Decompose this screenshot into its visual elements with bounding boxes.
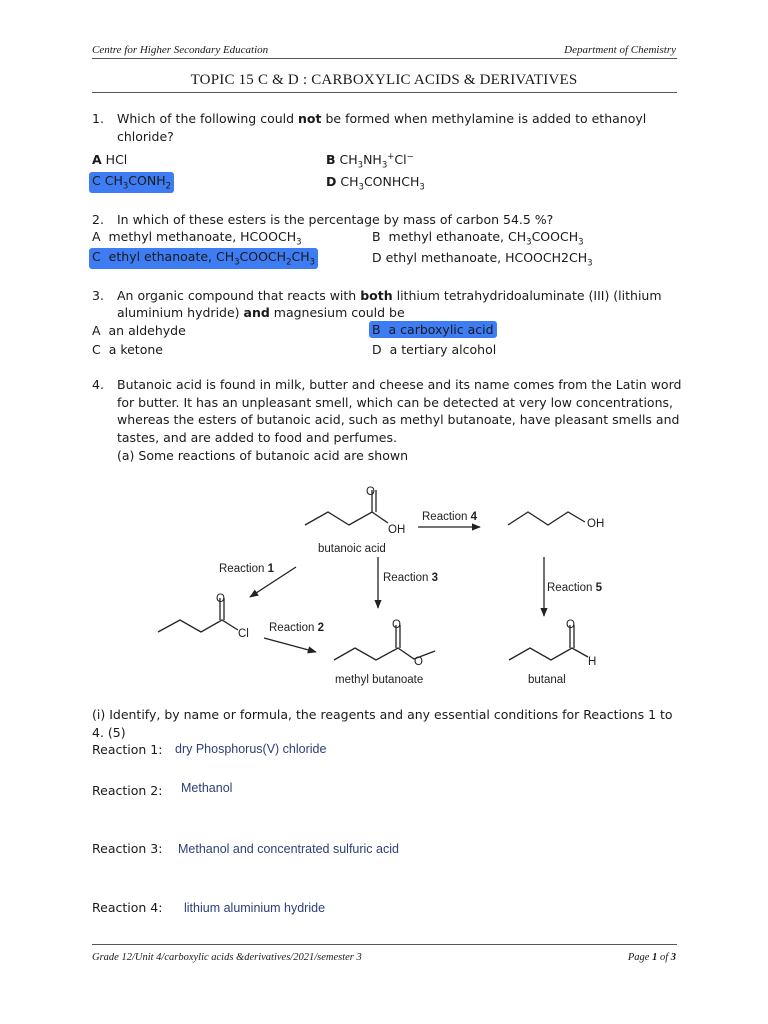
q4-line-1: Butanoic acid is found in milk, butter and cheese and its name comes from the Latin word [117,377,682,392]
reaction-5-label: Reaction 5 [547,582,602,594]
q2-option-c[interactable]: C ethyl ethanoate, $CH_3COOCH_2CH_3$ [89,248,318,269]
q1-text: Which of the following could not be formed when methylamine is added to ethanoyl [117,111,647,126]
butanol-oh-label: OH [587,518,605,530]
reaction-4-answer-label: Reaction 4: [92,900,163,915]
header-right: Department of Chemistry [564,44,676,56]
reaction-4-label: Reaction 4 [422,511,477,523]
butanal-h-label: H [588,656,597,668]
reaction-3-label: Reaction 3 [383,572,438,584]
part-i-text: (i) Identify, by name or formula, the reagents and any essential conditions for Reactions 1 to [92,707,673,722]
ester-o-label: O [414,656,423,668]
reaction-2-arrow [264,638,316,652]
butanal-structure [509,648,588,660]
page-number: Page 1 of 3 [627,952,676,963]
q1-option-d[interactable]: D $CH_3CONHCH_3$ [326,174,425,193]
q1-text-line2: chloride? [117,129,174,144]
q2-option-d[interactable]: D ethyl methanoate, $HCOOCH2CH_3$ [372,250,593,269]
reaction-3-answer[interactable]: Methanol and concentrated sulfuric acid [178,842,399,856]
q1-option-b[interactable]: B $CH_3NH_3^+Cl^-$ [326,152,414,171]
q4-number: 4. [92,377,104,392]
q4-line-5: (a) Some reactions of butanoic acid are shown [117,448,408,463]
butanol-structure [508,512,585,525]
q3-text-line2: aluminium hydride) and magnesium could be [117,305,405,320]
reaction-4-answer[interactable]: lithium aluminium hydride [184,901,326,915]
reaction-scheme [0,475,768,695]
butanal-label: butanal [528,674,566,686]
reaction-2-answer-label: Reaction 2: [92,783,163,798]
header-left: Centre for Higher Secondary Education [92,44,269,56]
reaction-3-answer-label: Reaction 3: [92,841,163,856]
butanoic-acid-structure [305,512,388,525]
reaction-2-label: Reaction 2 [269,622,324,634]
q2-option-a[interactable]: A methyl methanoate, $HCOOCH_3$ [92,229,302,248]
butanoyl-chloride-structure [158,620,238,632]
page-title: TOPIC 15 C & D : CARBOXYLIC ACIDS & DERIVATIVES [190,72,578,88]
q2-option-b[interactable]: B methyl ethanoate, $CH_3COOCH_3$ [372,229,584,248]
part-i-text-line2: 4. (5) [92,725,126,740]
title-rule [92,92,677,93]
butanoic-acid-label: butanoic acid [318,543,386,555]
footer-left: Grade 12/Unit 4/carboxylic acids &derivatives/2021/semester 3 [92,952,362,963]
q2-text: In which of these esters is the percentage by mass of carbon 54.5 %? [117,212,554,227]
ester-carbonyl-o: O [392,619,401,631]
footer-rule [92,944,677,945]
q2-number: 2. [92,212,104,227]
q4-line-2: for butter. It has an unpleasant smell, which can be detected at very low concentrations, [117,395,673,410]
q3-number: 3. [92,288,104,303]
chloride-carbonyl-o: O [216,593,225,605]
q3-option-d[interactable]: D a tertiary alcohol [372,342,497,357]
header-rule [92,58,677,59]
q4-line-4: tastes, and are added to food and perfumes. [117,430,397,445]
q3-option-a[interactable]: A an aldehyde [92,323,186,338]
q3-text: An organic compound that reacts with both lithium tetrahydridoaluminate (III) (lithium [117,288,662,303]
reaction-2-answer[interactable]: Methanol [181,781,233,795]
q4-line-3: whereas the esters of butanoic acid, such as methyl butanoate, have pleasant smells and [117,412,680,427]
reaction-1-answer[interactable]: dry Phosphorus(V) chloride [175,742,327,756]
q3-option-b[interactable]: B a carboxylic acid [369,321,497,338]
acid-oh-label: OH [388,524,406,536]
butanal-carbonyl-o: O [566,619,575,631]
q1-option-a[interactable]: A HCl [92,152,128,167]
q1-number: 1. [92,111,104,126]
q1-option-c[interactable]: C $CH_3CONH_2$ [89,172,174,193]
methyl-butanoate-label: methyl butanoate [335,674,424,686]
reaction-1-label: Reaction 1 [219,563,274,575]
q3-option-c[interactable]: C a ketone [92,342,163,357]
reaction-1-answer-label: Reaction 1: [92,742,163,757]
chloride-cl-label: Cl [238,628,249,640]
acid-carbonyl-o: O [366,486,375,498]
